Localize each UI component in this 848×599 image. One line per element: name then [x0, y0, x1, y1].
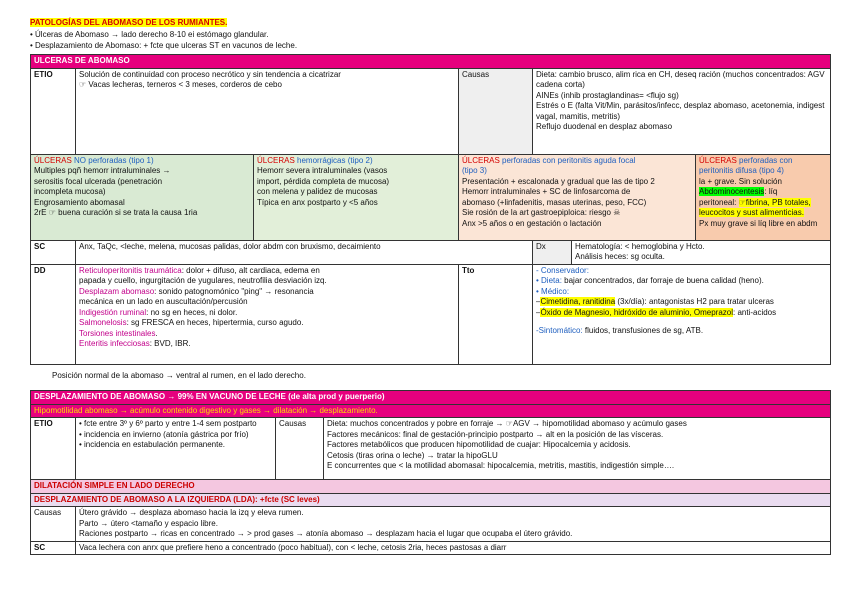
- lda-header: DESPLAZAMIENTO DE ABOMASO A LA IZQUIERDA (LDA): +fcte (SC leves): [31, 493, 831, 507]
- tipo3-line: abomaso (+linfadenitis, masas uterinas, peso, FCC): [462, 197, 647, 207]
- tipo1-line: Engrosamiento abomasal: [34, 197, 125, 207]
- lda-causas-cell: [76, 507, 831, 542]
- tipo3-line: Hemorr intraluminales + SC de linfosarcoma de: [462, 187, 631, 196]
- tipo3-title-2: (tipo 3): [462, 166, 487, 175]
- tipo1-line: 2rE ☞ buena curación si se trata la causa 1ria: [34, 208, 198, 217]
- lda-causas-line: Parto → útero <tamaño y espacio libre.: [79, 518, 218, 528]
- dd-line: Salmonelosis: sg FRESCA en heces, hipertermia, curso agudo.: [79, 318, 304, 327]
- tto-line: –Cimetidina, ranitidina (3x/día): antagonistas H2 para tratar ulceras: [536, 297, 774, 306]
- etio-cell: [76, 68, 459, 154]
- tipo4-cell: [696, 154, 831, 240]
- tto-line: • Dieta: bajar concentrados, dar forraje de buena calidad (heno).: [536, 276, 764, 285]
- tipo1-line: serositis focal ulcerada (penetración: [34, 176, 163, 186]
- tipo3-line: Sie rosión de la art gastroepiploica: riesgo ☠: [462, 208, 621, 217]
- etio-line: • incidencia en estabulación permanente.: [79, 440, 226, 449]
- tto-line: - Conservador:: [536, 265, 589, 275]
- intro: [30, 30, 297, 51]
- pointing-hand-icon: ☞: [48, 208, 56, 217]
- tipo4-line: peritoneal: ☞fibrina, PB totales,: [699, 197, 811, 207]
- desplaz-causas-label: Causas: [276, 418, 324, 480]
- tipo4-title: ÚLCERAS perforadas con: [699, 155, 793, 165]
- etio-line: [79, 80, 455, 91]
- causas-line: Factores metabólicos que producen hipomotilidad de cuajar: Hipocalcemia y acidosis.: [327, 440, 631, 449]
- dd-line: Enteritis infecciosas: BVD, IBR.: [79, 339, 191, 348]
- pointing-hand-icon: ☞: [505, 419, 513, 428]
- causas-line: vagal, mamitis, metritis): [536, 111, 621, 121]
- causas-line: E concurrentes que < la motilidad abomasal: hipocalcemia, metritis, mastitis, indigestión simple….: [327, 461, 675, 470]
- tipo4-line: Px muy grave si líq libre en abdm: [699, 218, 818, 228]
- tipo3-line: Anx >5 años o en gestación o lactación: [462, 218, 602, 228]
- sc-cell: Anx, TaQc, <leche, melena, mucosas palidas, dolor abdm con bruxismo, decaimiento: [76, 240, 533, 264]
- desplaz-table: [30, 390, 831, 555]
- dd-line: Indigestión ruminal: no sg en heces, ni dolor.: [79, 307, 238, 317]
- tipo3-cell: [459, 154, 696, 240]
- desplaz-etio-cell: [76, 418, 276, 480]
- dd-line: mecánica en un lado en auscultación/percusión: [79, 297, 248, 306]
- causas-line: Factores mecánicos: final de gestación-principio postparto → alt en la posición de las vísceras.: [327, 429, 664, 439]
- causas-cell: [533, 68, 831, 154]
- etio-line: • fcte entre 3º y 6º parto y entre 1-4 sem postparto: [79, 419, 257, 428]
- lda-causas-line: Raciones postparto → ricas en concentrado → > prod gases → atonía abomaso → desplazam hacia el lugar que ocupaba el útero grávido.: [79, 529, 573, 538]
- desplaz-sub: Hipomotilidad abomaso → acúmulo contenido digestivo y gases → dilatación → desplazamiento.: [31, 404, 831, 418]
- tipo2-line: import, pérdida completa de mucosa): [257, 176, 390, 186]
- etio-label: ETIO: [31, 68, 76, 154]
- dd-line: papada y cuello, ingurgitación de yugulares, neutrofilia desviación izq.: [79, 276, 327, 285]
- etio-text: Vacas lecheras, terneros < 3 meses, corderos de cebo: [88, 80, 282, 89]
- lda-causas-line: Útero grávido → desplaza abomaso hacia la izq y eleva rumen.: [79, 508, 304, 517]
- tipo3-title: ÚLCERAS perforadas con peritonitis aguda focal: [462, 155, 636, 165]
- sc-label: SC: [31, 240, 76, 264]
- tipo4-title-2: peritonitis difusa (tipo 4): [699, 166, 784, 175]
- tipo1-title: ÚLCERAS NO perforadas (tipo 1): [34, 155, 154, 165]
- tipo2-line: con melena y palidez de mucosas: [257, 187, 378, 196]
- dx-label: Dx: [533, 240, 572, 264]
- tipo1-line: incompleta mucosa): [34, 187, 106, 196]
- dd-line: Desplazam abomaso: sonido patognomónico "ping" → resonancia: [79, 286, 314, 296]
- lda-causas-label: Causas: [31, 507, 76, 542]
- causas-line: Dieta: cambio brusco, alim rica en CH, deseq ración (muchos concentrados: AGV: [536, 69, 825, 79]
- skull-icon: ☠: [613, 208, 621, 217]
- dilatacion-header: DILATACIÓN SIMPLE EN LADO DERECHO: [31, 480, 831, 494]
- tto-cell: [533, 264, 831, 364]
- dx-line: Hematología: < hemoglobina y Hcto.: [575, 241, 705, 251]
- causas-line: Estrés o E (falta Vit/Min, parásitos/infecc, desplaz abomaso, acetonemia, indigest: [536, 101, 825, 110]
- causas-line: cadena corta): [536, 80, 585, 89]
- etio-line: Solución de continuidad con proceso necrótico y sin tendencia a cicatrizar: [79, 69, 341, 79]
- posicion-note: Posición normal de la abomaso → ventral al rumen, en el lado derecho.: [52, 371, 306, 380]
- ulceras-header: ULCERAS DE ABOMASO: [31, 55, 831, 69]
- etio-line: • incidencia en invierno (atonía gástrica por frío): [79, 429, 249, 439]
- spacer: [536, 318, 827, 326]
- desplaz-causas-cell: [324, 418, 831, 480]
- tipo1-cell: [31, 154, 254, 240]
- causas-line: Reflujo duodenal en desplaz abomaso: [536, 122, 673, 131]
- desplaz-etio-label: ETIO: [31, 418, 76, 480]
- desplaz-header: DESPLAZAMIENTO DE ABOMASO → 99% EN VACUNO DE LECHE (de alta prod y puerperio): [31, 391, 831, 405]
- pointing-hand-icon: ☞: [738, 197, 746, 207]
- tto-line: -Sintomático: fluidos, transfusiones de sg, ATB.: [536, 326, 704, 335]
- dd-label: DD: [31, 264, 76, 364]
- intro-line: • Desplazamiento de Abomaso: + fcte que ulceras ST en vacunos de leche.: [30, 40, 298, 50]
- page-title: PATOLOGÍAS DEL ABOMASO DE LOS RUMIANTES.: [30, 18, 228, 27]
- tipo1-line: Multiples pqñ hemorr intraluminales →: [34, 166, 171, 175]
- causas-line: Cetosis (tiras orina o leche) → tratar la hipoGLU: [327, 450, 498, 460]
- dd-line: Torsiones intestinales.: [79, 328, 158, 338]
- tipo2-title: ÚLCERAS hemorrágicas (tipo 2): [257, 155, 373, 165]
- tipo4-line: la + grave. Sin solución: [699, 176, 782, 186]
- tipo2-cell: [254, 154, 459, 240]
- causas-line: AINEs (inhib prostaglandinas= <flujo sg): [536, 90, 679, 100]
- causas-label: Causas: [459, 68, 533, 154]
- tto-line: • Médico:: [536, 286, 570, 296]
- tto-label: Tto: [459, 264, 533, 364]
- tipo2-line: Típica en anx postparto y <5 años: [257, 197, 378, 207]
- tipo3-line: Presentación + escalonada y gradual que las de tipo 2: [462, 176, 655, 186]
- dx-line: Análisis heces: sg oculta.: [575, 252, 665, 261]
- dd-cell: [76, 264, 459, 364]
- dd-line: Reticuloperitonitis traumática: dolor + difuso, alt cardiaca, edema en: [79, 265, 320, 275]
- tipo4-line: leucocitos y sust alimenticias.: [699, 208, 804, 217]
- causas-line: Dieta: muchos concentrados y pobre en forraje → ☞AGV → hipomotilidad abomaso y acúmulo gases: [327, 419, 687, 428]
- lda-sc-cell: Vaca lechera con anrx que prefiere heno a concentrado (poco habitual), con < leche, cetosis 2ria, heces pastosas a diarr: [76, 541, 831, 555]
- dx-cell: [572, 240, 831, 264]
- tipo2-line: Hemorr severa intraluminales (vasos: [257, 166, 388, 175]
- tto-line: –Óxido de Magnesio, hidróxido de aluminio, Omeprazol: anti-acidos: [536, 307, 777, 317]
- ulceras-table: [30, 54, 831, 365]
- pointing-hand-icon: ☞: [79, 80, 87, 89]
- tipo4-line: Abdominocentesis: líq: [699, 187, 778, 196]
- intro-line: • Úlceras de Abomaso → lado derecho 8-10 ei estómago glandular.: [30, 30, 269, 39]
- lda-sc-label: SC: [31, 541, 76, 555]
